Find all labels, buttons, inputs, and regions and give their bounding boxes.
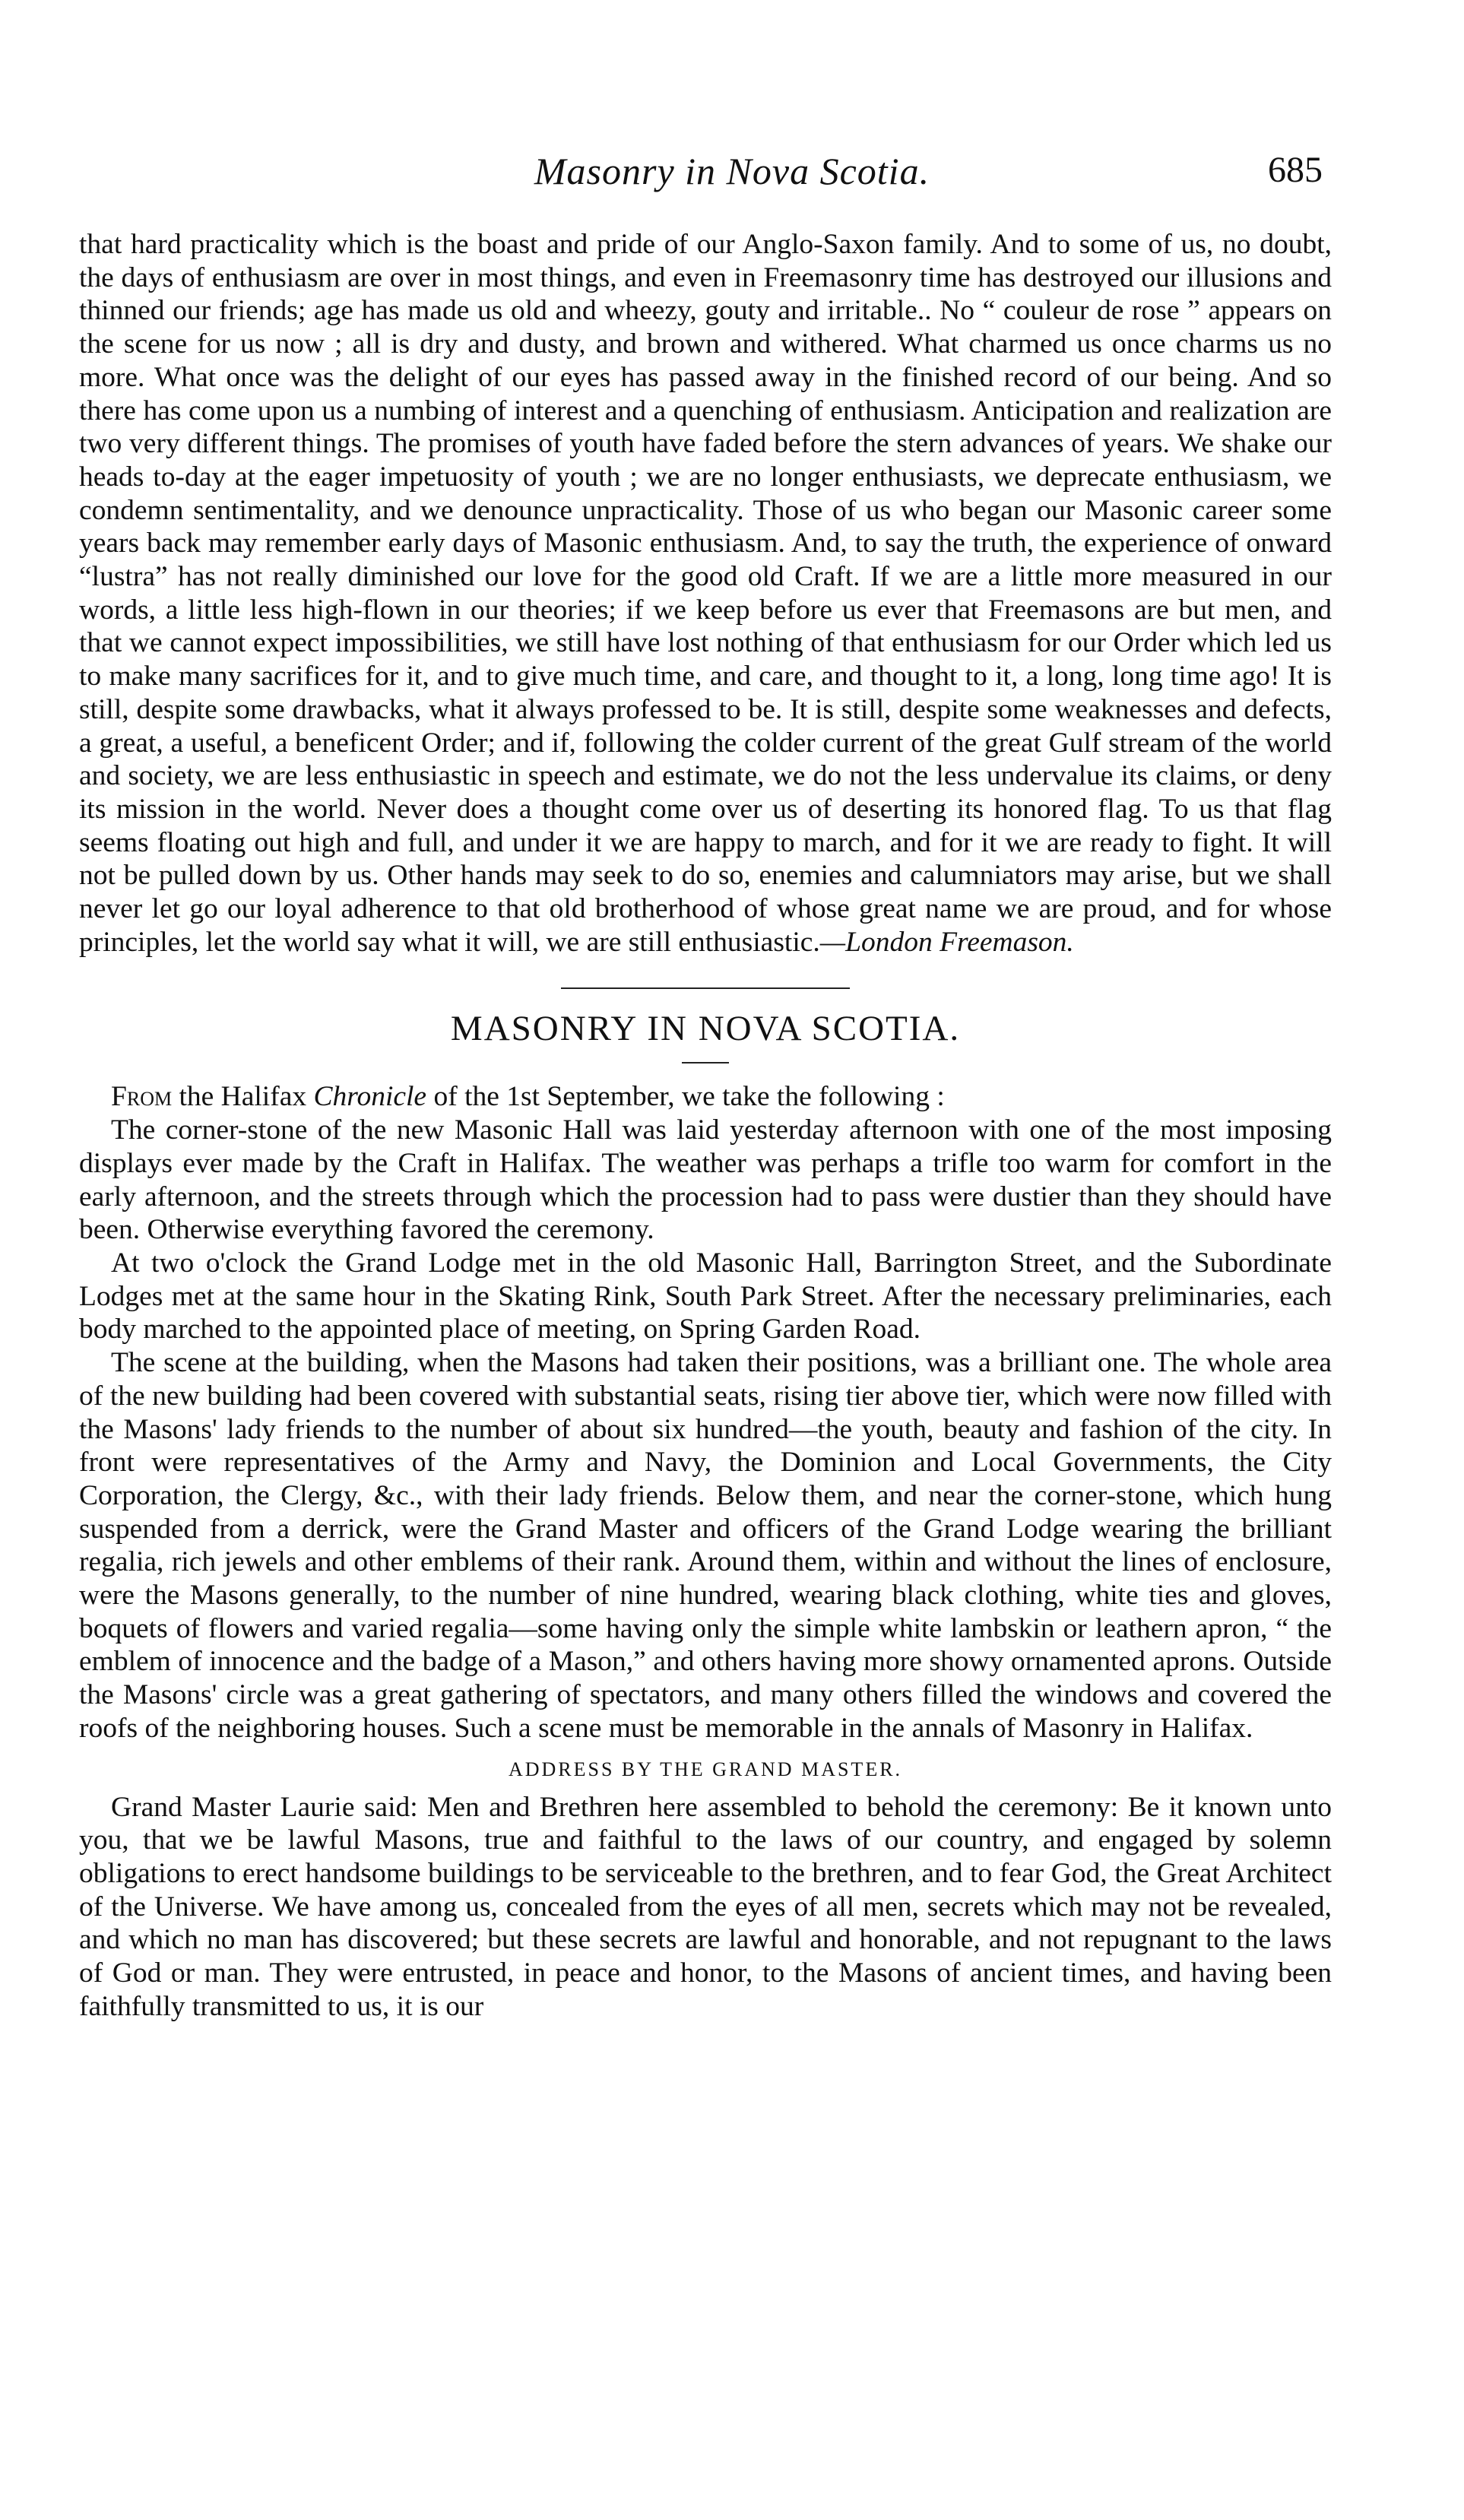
page-number: 685 bbox=[1268, 150, 1323, 190]
section-divider bbox=[561, 987, 850, 989]
intro-from: From bbox=[111, 1081, 173, 1113]
address-paragraph: Grand Master Laurie said: Men and Brethren here assembled to behold the ceremony: Be it known unto you, that we be lawful Masons, true and faithful to the laws of our country, and engaged by solemn obligations to erect handsome buildings to be serviceable to the brethren, and to fear God, the Great Architect of the Universe. We have among us, concealed from the eyes of all men, secrets which may not be revealed, and which no man has discovered; but these secrets are lawful and honorable, and not repugnant to the laws of God or man. They were entrusted, in peace and honor, to the Masons of ancient times, and having been faithfully transmitted to us, it is our bbox=[79, 1791, 1332, 2022]
previous-article-signature: —London Freemason. bbox=[819, 926, 1074, 958]
intro-text-a: the Halifax bbox=[172, 1081, 314, 1113]
article-paragraph: The scene at the building, when the Masons had taken their positions, was a brilliant one. The whole area of the new building had been covered with substantial seats, rising tier above tier, which were now filled with the Masons' lady friends to the number of about six hundred—the youth, beauty and fashion of the city. In front were representatives of the Army and Navy, the Dominion and Local Governments, the City Corporation, the Clergy, &c., with their lady friends. Below them, and near the corner-stone, which hung suspended from a derrick, were the Grand Master and officers of the Grand Lodge wearing the brilliant regalia, rich jewels and other emblems of their rank. Around them, within and without the lines of enclosure, were the Masons generally, to the number of nine hundred, wearing black clothing, white ties and gloves, boquets of flowers and varied regalia—some having only the simple white lambskin or leathern apron, “ the emblem of innocence and the badge of a Mason,” and others having more showy ornamented aprons. Outside the Masons' circle was a great gathering of spectators, and many others filled the windows and covered the roofs of the neighboring houses. Such a scene must be memorable in the annals of Masonry in Halifax. bbox=[79, 1347, 1332, 1744]
intro-source: Chronicle bbox=[313, 1081, 427, 1113]
intro-paragraph bbox=[79, 1080, 1332, 1114]
article-title: MASONRY IN NOVA SCOTIA. bbox=[450, 1009, 961, 1049]
running-header bbox=[0, 149, 1464, 202]
previous-article-text: that hard practicality which is the boast and pride of our Anglo-Saxon family. And to some of us, no doubt, the days of enthusiasm are over in most things, and even in Freemasonry time has destroyed our illusions and thinned our friends; age has made us old and wheezy, gouty and irritable.. No “ couleur de rose ” appears on the scene for us now ; all is dry and dusty, and brown and withered. What charmed us once charms us no more. What once was the delight of our eyes has passed away in the finished record of our being. And so there has come upon us a numbing of interest and a quenching of enthusiasm. Anticipation and realization are two very different things. The promises of youth have faded before the stern advances of years. We shake our heads to-day at the eager impetuosity of youth ; we are no longer enthusiasts, we deprecate enthusiasm, we condemn sentimentality, and we denounce unpracticality. Those of us who began our Masonic career some years back may remember early days of Masonic enthusiasm. And, to say the truth, the experience of onward “lustra” has not really diminished our love for the good old Craft. If we are a little more measured in our words, a little less high-flown in our theories; if we keep before us ever that Freemasons are but men, and that we cannot expect impossibilities, we still have lost nothing of that enthusiasm for our Order which led us to make many sacrifices for it, and to give much time, and care, and thought to it, a long, long time ago! It is still, despite some drawbacks, what it always professed to be. It is still, despite some weaknesses and defects, a great, a useful, a beneficent Order; and if, following the colder current of the great Gulf stream of the world and society, we are less enthusiastic in speech and estimate, we do not the less undervalue its claims, or deny its mission in the world. Never does a thought come over us of deserting its honored flag. To us that flag seems floating out high and full, and under it we are happy to march, and for it we are ready to fight. It will not be pulled down by us. Other hands may seek to do so, enemies and calumniators may arise, but we shall never let go our loyal adherence to that old brotherhood of whose great name we are proud, and for whose principles, let the world say what it will, we are still enthusiastic. bbox=[79, 229, 1332, 958]
article-paragraph: At two o'clock the Grand Lodge met in the old Masonic Hall, Barrington Street, and the Subordinate Lodges met at the same hour in the Skating Rink, South Park Street. After the necessary preliminaries, each body marched to the appointed place of meeting, on Spring Garden Road. bbox=[79, 1247, 1332, 1346]
intro-text-b: of the 1st September, we take the following : bbox=[426, 1081, 945, 1113]
title-rule bbox=[682, 1062, 729, 1063]
article-paragraph: The corner-stone of the new Masonic Hall was laid yesterday afternoon with one of the most imposing displays ever made by the Craft in Halifax. The weather was perhaps a trifle too warm for comfort in the early afternoon, and the streets through which the procession had to pass were dustier than they should have been. Otherwise everything favored the ceremony. bbox=[79, 1114, 1332, 1246]
running-title: Masonry in Nova Scotia. bbox=[534, 150, 930, 192]
text-column bbox=[79, 228, 1332, 2023]
previous-article-body bbox=[79, 228, 1332, 959]
address-subheading: ADDRESS BY THE GRAND MASTER. bbox=[508, 1758, 903, 1780]
